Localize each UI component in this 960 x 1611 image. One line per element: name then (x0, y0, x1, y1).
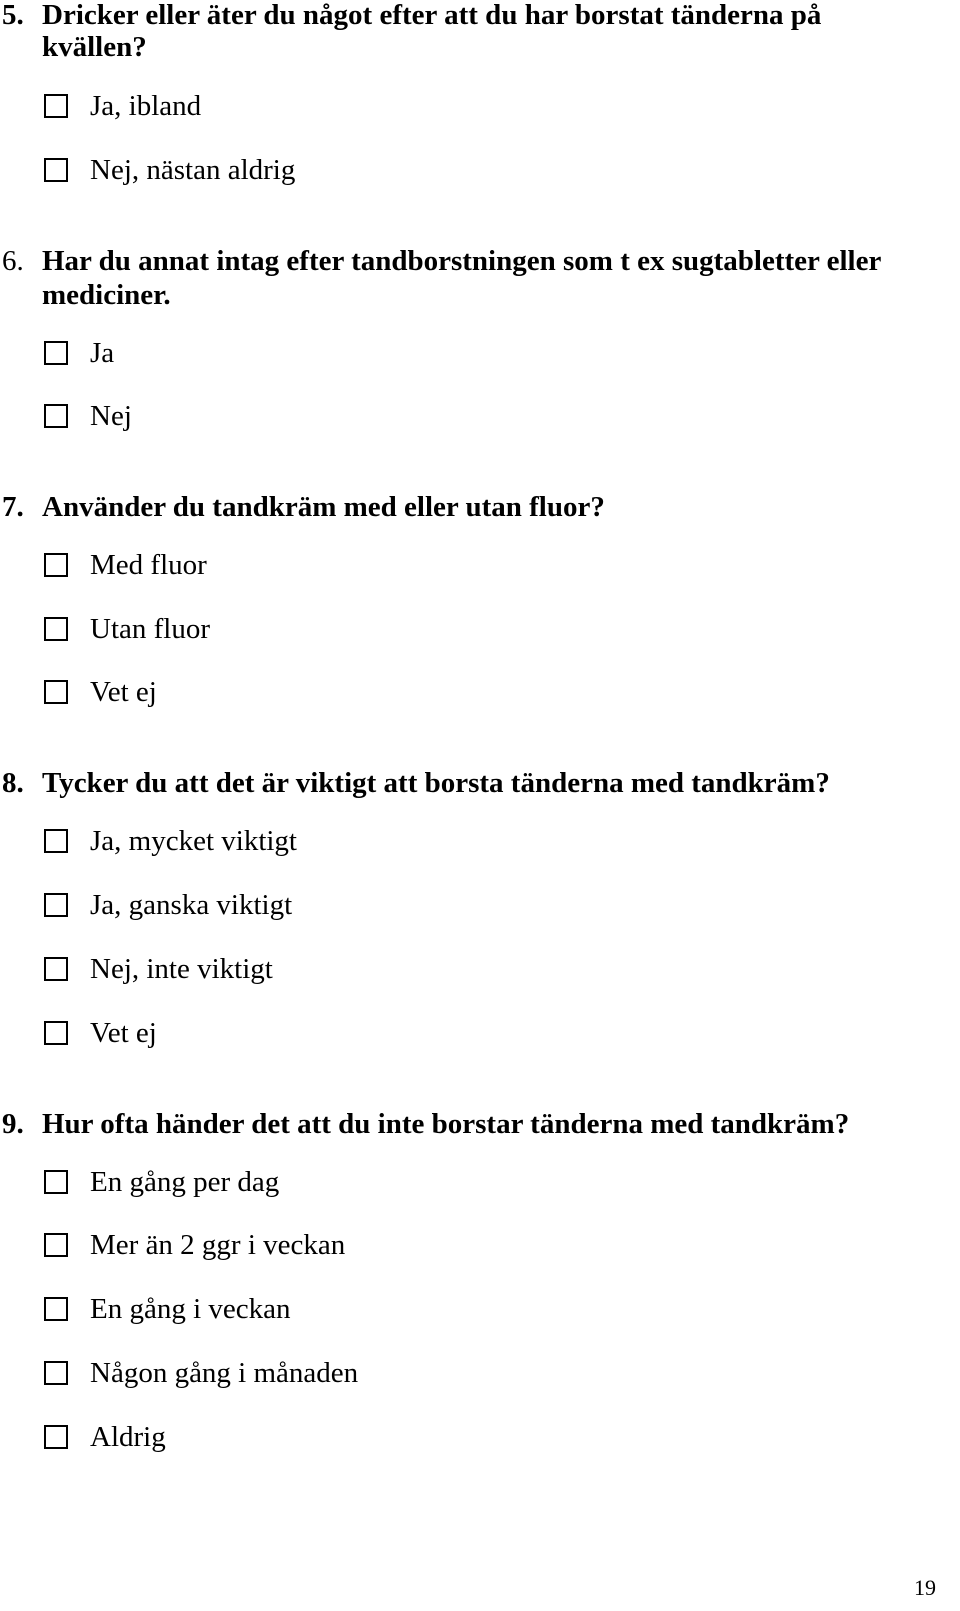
option-nej[interactable] (44, 398, 132, 434)
question-text: Har du annat intag efter tandborstningen som t ex sugtabletter eller (42, 245, 882, 277)
option-ja-mycket-viktigt[interactable] (44, 823, 297, 859)
question-7-heading (2, 489, 605, 525)
checkbox[interactable] (44, 680, 68, 704)
checkbox[interactable] (44, 94, 68, 118)
option-label: En gång per dag (90, 1166, 280, 1198)
question-9-heading (2, 1106, 849, 1142)
option-label: En gång i veckan (90, 1293, 291, 1325)
option-label: Mer än 2 ggr i veckan (90, 1229, 346, 1261)
checkbox[interactable] (44, 1297, 68, 1321)
option-ja-ganska-viktigt[interactable] (44, 887, 292, 923)
option-vet-ej[interactable] (44, 674, 157, 710)
question-number: 6. (2, 245, 24, 277)
option-mer-an-2-ggr-i-veckan[interactable] (44, 1227, 345, 1263)
checkbox[interactable] (44, 1425, 68, 1449)
option-nagon-gang-i-manaden[interactable] (44, 1355, 358, 1391)
option-label: Aldrig (90, 1421, 166, 1453)
option-en-gang-i-veckan[interactable] (44, 1291, 291, 1327)
option-label: Ja, ibland (90, 90, 202, 122)
checkbox[interactable] (44, 404, 68, 428)
checkbox[interactable] (44, 617, 68, 641)
option-en-gang-per-dag[interactable] (44, 1164, 279, 1200)
option-label: Nej, nästan aldrig (90, 154, 296, 186)
option-label: Utan fluor (90, 613, 210, 645)
option-ja-ibland[interactable] (44, 88, 201, 124)
checkbox[interactable] (44, 158, 68, 182)
checkbox[interactable] (44, 1361, 68, 1385)
question-8-heading (2, 765, 830, 801)
checkbox[interactable] (44, 1021, 68, 1045)
question-text: Dricker eller äter du något efter att du har borstat tänderna på (42, 0, 822, 31)
checkbox[interactable] (44, 829, 68, 853)
option-label: Med fluor (90, 549, 207, 581)
option-vet-ej[interactable] (44, 1015, 157, 1051)
option-label: Vet ej (90, 1017, 157, 1049)
question-number: 5. (2, 0, 24, 31)
checkbox[interactable] (44, 341, 68, 365)
checkbox[interactable] (44, 957, 68, 981)
option-ja[interactable] (44, 335, 114, 371)
option-label: Nej, inte viktigt (90, 953, 273, 985)
page-number: 19 (914, 1575, 936, 1600)
question-number: 8. (2, 767, 24, 799)
option-nej-nastan-aldrig[interactable] (44, 152, 295, 188)
checkbox[interactable] (44, 553, 68, 577)
option-aldrig[interactable] (44, 1419, 166, 1455)
checkbox[interactable] (44, 893, 68, 917)
option-label: Nej (90, 400, 132, 432)
option-label: Ja, mycket viktigt (90, 825, 297, 857)
option-label: Vet ej (90, 676, 157, 708)
option-label: Ja, ganska viktigt (90, 889, 293, 921)
checkbox[interactable] (44, 1170, 68, 1194)
question-6-heading (2, 243, 881, 279)
question-text: Tycker du att det är viktigt att borsta tänderna med tandkräm? (42, 767, 830, 799)
checkbox[interactable] (44, 1233, 68, 1257)
option-med-fluor[interactable] (44, 547, 207, 583)
question-text: Hur ofta händer det att du inte borstar tänderna med tandkräm? (42, 1108, 850, 1140)
option-label: Ja (90, 337, 115, 369)
question-number: 7. (2, 491, 24, 523)
option-label: Någon gång i månaden (90, 1357, 359, 1389)
question-text-continued: mediciner. (42, 279, 171, 311)
option-utan-fluor[interactable] (44, 611, 210, 647)
question-number: 9. (2, 1108, 24, 1140)
option-nej-inte-viktigt[interactable] (44, 951, 273, 987)
question-text-continued: kvällen? (42, 31, 147, 63)
question-text: Använder du tandkräm med eller utan fluor? (42, 491, 605, 523)
